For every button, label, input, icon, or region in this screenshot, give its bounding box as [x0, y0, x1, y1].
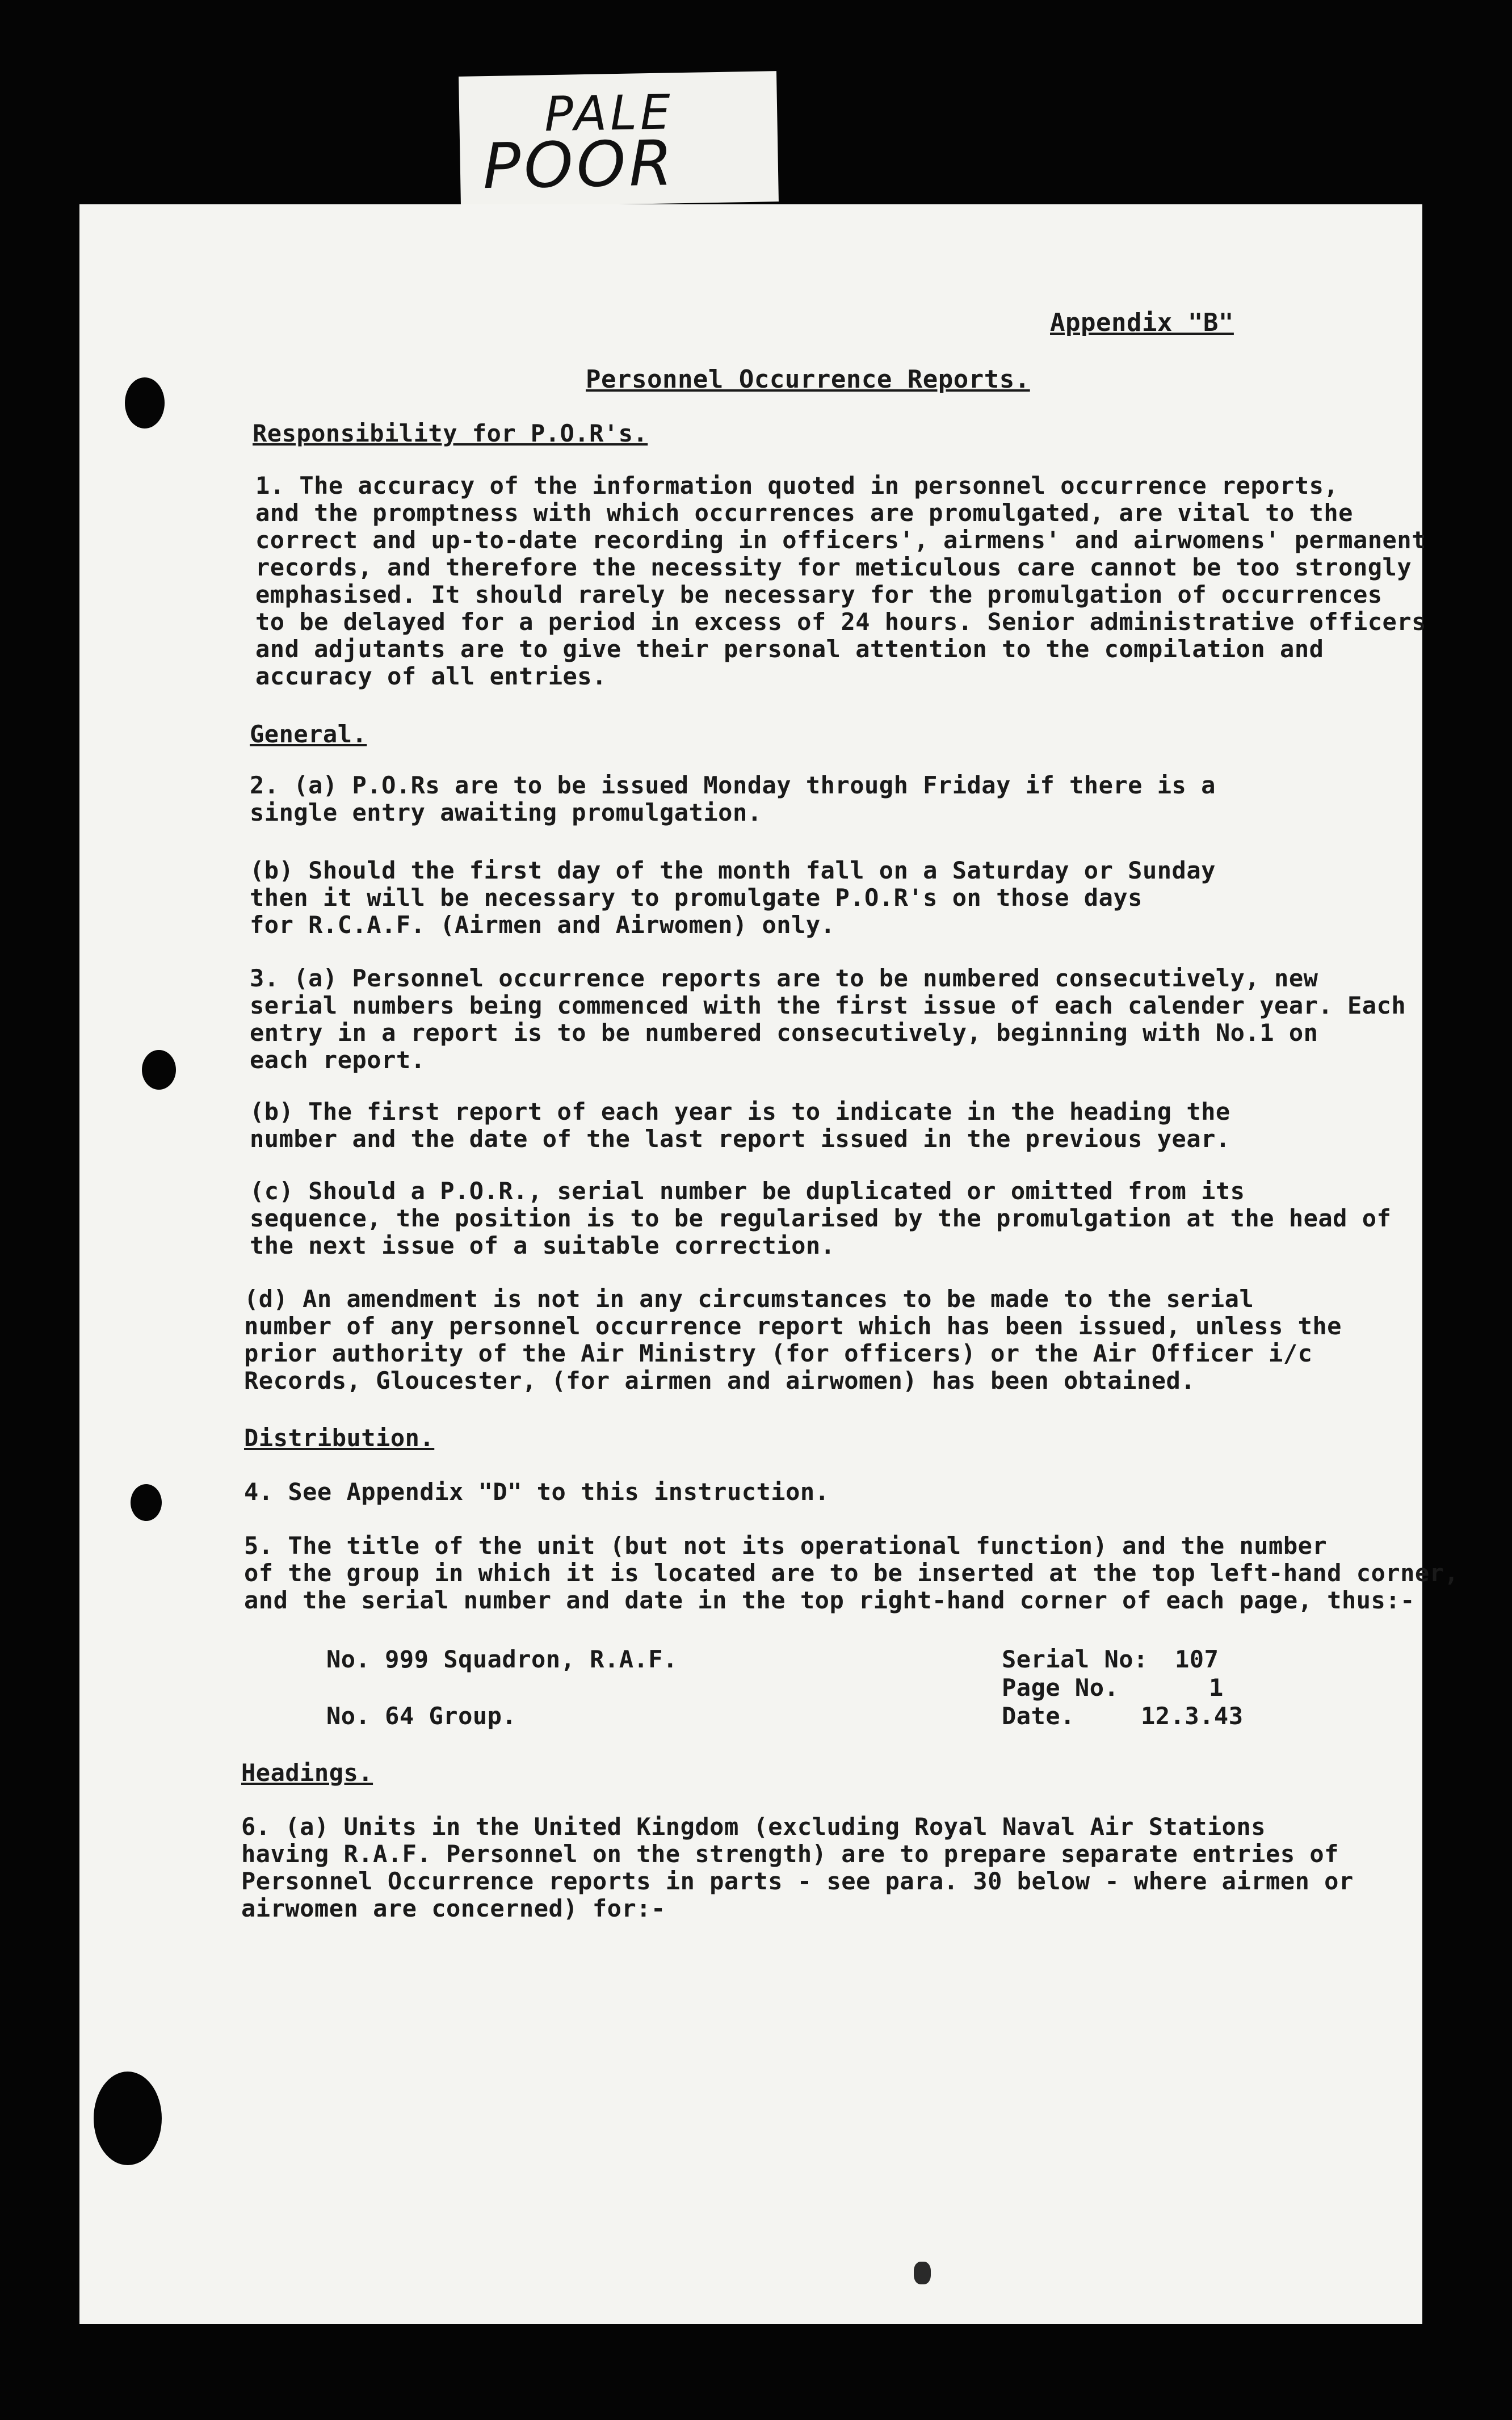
text-line: sequence, the position is to be regularised by the promulgation at the head of — [250, 1204, 1392, 1232]
text-line: serial numbers being commenced with the first issue of each calender year. Each — [250, 991, 1406, 1019]
paragraph-6 — [241, 1813, 1354, 1922]
paragraph-3c — [250, 1178, 1391, 1259]
text-line: each report. — [250, 1046, 426, 1074]
text-line: of the group in which it is located are to be inserted at the top left-hand corner, — [244, 1559, 1459, 1587]
section-heading-headings: Headings. — [241, 1759, 373, 1787]
text-line: 3. (a) Personnel occurrence reports are to be numbered consecutively, new — [250, 964, 1318, 992]
paragraph-1 — [255, 472, 1426, 690]
text-line: Records, Gloucester, (for airmen and airwomen) has been obtained. — [244, 1367, 1196, 1394]
punch-hole — [142, 1050, 176, 1090]
text-line: (b) The first report of each year is to indicate in the heading the — [250, 1098, 1230, 1125]
appendix-label: Appendix "B" — [1050, 308, 1234, 337]
example-group: No. 64 Group. — [326, 1702, 517, 1730]
text-line: records, and therefore the necessity for meticulous care cannot be too strongly — [255, 553, 1412, 581]
text-line: and adjutants are to give their personal attention to the compilation and — [255, 635, 1324, 663]
example-page-value: 1 — [1209, 1674, 1224, 1701]
example-date-value: 12.3.43 — [1141, 1702, 1244, 1730]
punch-hole — [131, 1484, 162, 1521]
ink-smudge — [914, 2262, 931, 2284]
text-line: number of any personnel occurrence report which has been issued, unless the — [244, 1312, 1342, 1340]
example-unit-title: No. 999 Squadron, R.A.F. — [326, 1645, 678, 1673]
example-serial-label: Serial No: — [1002, 1645, 1148, 1673]
paragraph-5 — [244, 1532, 1459, 1614]
text-line: and the serial number and date in the top right-hand corner of each page, thus:- — [244, 1586, 1415, 1614]
text-line: then it will be necessary to promulgate P.O.R's on those days — [250, 884, 1143, 911]
example-date-label: Date. — [1002, 1702, 1075, 1730]
punch-hole — [94, 2072, 162, 2165]
example-page-label: Page No. — [1002, 1674, 1119, 1701]
text-line: Personnel Occurrence reports in parts - see para. 30 below - where airmen or — [241, 1867, 1354, 1895]
text-line: for R.C.A.F. (Airmen and Airwomen) only. — [250, 911, 835, 939]
section-heading-responsibility: Responsibility for P.O.R's. — [253, 419, 648, 447]
text-line: accuracy of all entries. — [255, 662, 607, 690]
label-slip-line-1: PALE — [544, 84, 674, 142]
paragraph-4: 4. See Appendix "D" to this instruction. — [244, 1478, 830, 1506]
archive-label-slip — [459, 71, 779, 207]
paragraph-2b — [250, 857, 1216, 939]
paragraph-2a — [250, 772, 1216, 826]
section-heading-distribution: Distribution. — [244, 1424, 435, 1452]
document-page — [79, 204, 1459, 2324]
text-line: correct and up-to-date recording in officers', airmens' and airwomens' permanent — [255, 526, 1426, 554]
example-serial-value: 107 — [1175, 1645, 1219, 1673]
paragraph-3d — [244, 1285, 1342, 1394]
text-line: (d) An amendment is not in any circumstances to be made to the serial — [244, 1285, 1254, 1313]
text-line: single entry awaiting promulgation. — [250, 799, 762, 826]
label-slip-line-2: POOR — [482, 127, 677, 203]
text-line: emphasised. It should rarely be necessary for the promulgation of occurrences — [255, 581, 1383, 608]
text-line: 2. (a) P.O.Rs are to be issued Monday through Friday if there is a — [250, 771, 1216, 799]
text-line: airwomen are concerned) for:- — [241, 1894, 666, 1922]
text-line: 1. The accuracy of the information quoted in personnel occurrence reports, — [255, 472, 1339, 499]
text-line: and the promptness with which occurrences are promulgated, are vital to the — [255, 499, 1353, 527]
punch-hole — [125, 377, 165, 428]
paragraph-3b — [250, 1098, 1230, 1153]
text-line: entry in a report is to be numbered consecutively, beginning with No.1 on — [250, 1019, 1318, 1047]
paragraph-3a — [250, 965, 1406, 1074]
text-line: having R.A.F. Personnel on the strength) are to prepare separate entries of — [241, 1840, 1339, 1868]
text-line: (c) Should a P.O.R., serial number be duplicated or omitted from its — [250, 1177, 1245, 1205]
section-heading-general: General. — [250, 720, 367, 748]
text-line: number and the date of the last report issued in the previous year. — [250, 1125, 1230, 1153]
text-line: 5. The title of the unit (but not its operational function) and the number — [244, 1532, 1328, 1560]
text-line: (b) Should the first day of the month fall on a Saturday or Sunday — [250, 856, 1216, 884]
text-line: prior authority of the Air Ministry (for officers) or the Air Officer i/c — [244, 1339, 1313, 1367]
page-title: Personnel Occurrence Reports. — [586, 365, 1030, 394]
text-line: the next issue of a suitable correction. — [250, 1232, 835, 1259]
text-line: to be delayed for a period in excess of 24 hours. Senior administrative officers — [255, 608, 1426, 636]
text-line: 6. (a) Units in the United Kingdom (excluding Royal Naval Air Stations — [241, 1813, 1266, 1841]
